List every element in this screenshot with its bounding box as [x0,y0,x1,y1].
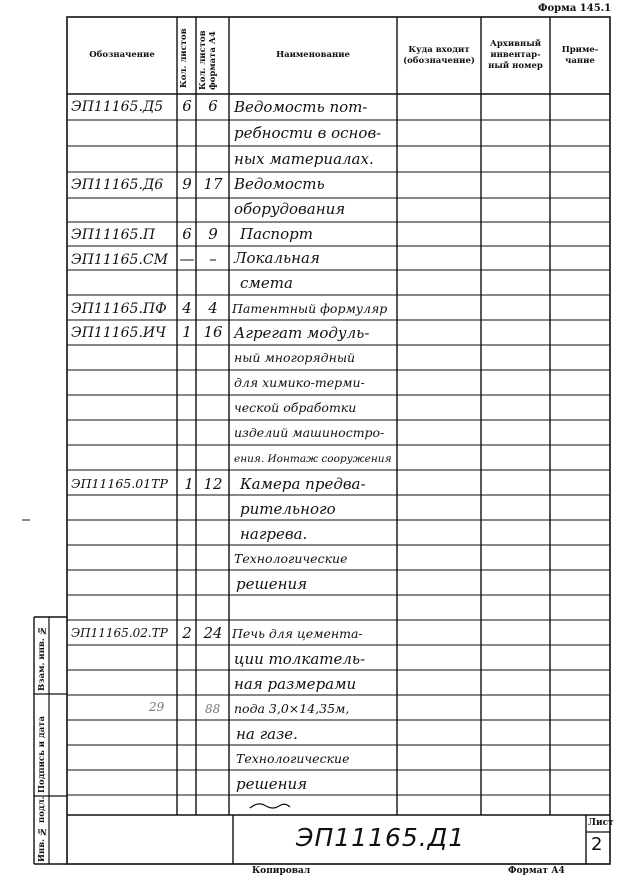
entry-sheets: 1 [184,475,194,493]
entry-sheets: 4 [182,299,192,317]
entry-sheets-a4: 17 [203,175,223,193]
entry-sheets-a4: 12 [203,475,223,493]
entry-name-line: смета [240,274,293,292]
entry-name-line: Технологические [234,551,348,566]
header-where-used: Куда входит (обозначение) [403,44,475,66]
entry-name-line: Технологические [236,751,350,766]
entry-name-line: Печь для цемента- [232,626,363,641]
entry-sheets: 1 [182,323,192,341]
entry-sheets-a4: 4 [208,299,218,317]
header-name: Наименование [276,50,350,60]
entry-sheets-a4: 16 [203,323,223,341]
entry-code: ЭП11165.Д5 [71,99,164,115]
entry-name-line: Ведомость [234,175,325,193]
entry-sheets-a4: 24 [203,624,223,642]
header-designation: Обозначение [89,50,155,60]
side-label-inventory: Инв. № подл. [37,796,47,862]
entry-sheets: 2 [182,624,192,642]
entry-sheets-a4: 6 [208,97,218,115]
document-code: ЭП11165.Д1 [296,823,466,852]
entry-sheets: 6 [182,97,192,115]
entry-name-line: пода 3,0×14,35м, [234,701,350,716]
entry-name-line: для химико-терми- [234,375,365,390]
entry-name-line: изделий машиностро- [234,425,385,440]
entry-sheets: — [179,250,195,268]
entry-name-line: ная размерами [234,675,357,693]
header-note: Приме-чание [561,44,599,66]
entry-code: ЭП11165.П [71,227,156,243]
entry-name-line: нагрева. [240,525,308,543]
side-label-signature: Подпись и дата [37,715,47,793]
form-label: Форма 145.1 [538,3,612,14]
entry-name-line: ребности в основ- [234,124,382,142]
entry-name-line: ческой обработки [234,400,357,415]
entry-name-line: ения. Ионтаж сооружения [234,453,392,465]
entry-sheets: 9 [182,175,192,193]
sheet-number: 2 [591,834,603,855]
entry-name-line: решения [236,575,308,593]
entry-name-line: Агрегат модуль- [234,324,370,342]
pencil-mark-left: 29 [149,700,165,714]
entry-name-line: ции толкатель- [234,650,366,668]
entry-code: ЭП11165.ИЧ [71,325,166,341]
entry-name-line: решения [236,775,308,793]
entry-name-line: Камера предва- [240,475,366,493]
entry-name-line: оборудования [234,200,346,218]
entry-code: ЭП11165.Д6 [71,177,164,193]
entry-name-line: Ведомость пот- [234,98,368,116]
footer-copied: Копировал [252,866,311,876]
entry-code: ЭП11165.01ТР [71,476,168,491]
entry-name-line: ный многорядный [234,350,356,365]
entry-code: ЭП11165.СМ [71,252,168,268]
entry-code: ЭП11165.02.ТР [71,626,168,640]
header-sheets-count: Кол. листов [179,28,189,88]
entry-name-line: на газе. [236,725,298,743]
header-archive-number: Архивный инвентар-ный номер [488,39,543,71]
entry-sheets: 6 [182,225,192,243]
header-sheets-a4: Кол. листов формата А4 [198,30,218,90]
pencil-mark-right: 88 [205,702,221,716]
entry-code: ЭП11165.ПФ [71,301,167,317]
entry-sheets-a4: – [209,250,217,268]
sheet-label: Лист [588,818,614,828]
entry-sheets-a4: 9 [208,225,218,243]
footer-format: Формат А4 [508,866,565,876]
entry-name-line: Локальная [234,249,320,267]
side-label-replacement: Взам. инв. № [37,625,47,691]
entry-name-line: Паспорт [240,225,313,243]
entry-name-line: ных материалах. [234,150,374,168]
entry-name-line: Патентный формуляр [232,301,388,316]
entry-name-line: рительного [240,500,336,518]
